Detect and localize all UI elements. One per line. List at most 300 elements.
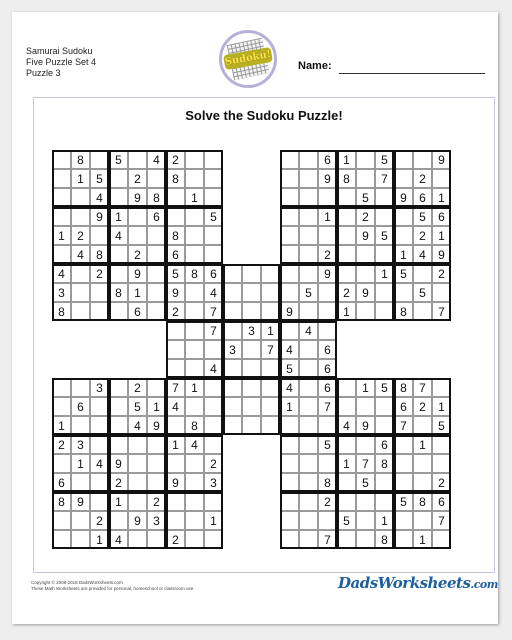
sudoku-cell[interactable] bbox=[90, 416, 109, 435]
sudoku-cell[interactable] bbox=[109, 435, 128, 454]
sudoku-cell[interactable]: 4 bbox=[147, 150, 166, 169]
sudoku-cell[interactable] bbox=[166, 359, 185, 378]
sudoku-cell[interactable]: 2 bbox=[318, 245, 337, 264]
sudoku-cell[interactable]: 3 bbox=[52, 283, 71, 302]
sudoku-cell[interactable]: 9 bbox=[356, 283, 375, 302]
sudoku-cell[interactable]: 9 bbox=[128, 264, 147, 283]
sudoku-cell[interactable] bbox=[299, 378, 318, 397]
sudoku-cell[interactable] bbox=[147, 283, 166, 302]
sudoku-cell[interactable]: 8 bbox=[394, 378, 413, 397]
sudoku-cell[interactable] bbox=[204, 397, 223, 416]
sudoku-cell[interactable] bbox=[185, 492, 204, 511]
sudoku-cell[interactable]: 7 bbox=[204, 302, 223, 321]
sudoku-cell[interactable]: 4 bbox=[90, 188, 109, 207]
sudoku-cell[interactable]: 6 bbox=[128, 302, 147, 321]
sudoku-cell[interactable]: 4 bbox=[280, 340, 299, 359]
sudoku-cell[interactable] bbox=[375, 397, 394, 416]
sudoku-cell[interactable]: 5 bbox=[413, 283, 432, 302]
sudoku-cell[interactable]: 1 bbox=[337, 302, 356, 321]
sudoku-cell[interactable] bbox=[280, 169, 299, 188]
sudoku-cell[interactable] bbox=[299, 245, 318, 264]
sudoku-cell[interactable] bbox=[318, 188, 337, 207]
sudoku-cell[interactable]: 2 bbox=[166, 302, 185, 321]
sudoku-cell[interactable] bbox=[356, 492, 375, 511]
sudoku-cell[interactable]: 4 bbox=[280, 378, 299, 397]
sudoku-cell[interactable]: 4 bbox=[166, 397, 185, 416]
sudoku-cell[interactable] bbox=[128, 454, 147, 473]
sudoku-cell[interactable]: 4 bbox=[128, 416, 147, 435]
sudoku-cell[interactable]: 2 bbox=[147, 492, 166, 511]
sudoku-cell[interactable]: 1 bbox=[147, 397, 166, 416]
sudoku-cell[interactable] bbox=[356, 511, 375, 530]
sudoku-cell[interactable] bbox=[52, 188, 71, 207]
sudoku-cell[interactable]: 2 bbox=[166, 150, 185, 169]
sudoku-cell[interactable]: 2 bbox=[432, 264, 451, 283]
sudoku-cell[interactable] bbox=[147, 245, 166, 264]
sudoku-cell[interactable] bbox=[337, 245, 356, 264]
sudoku-cell[interactable]: 8 bbox=[318, 473, 337, 492]
sudoku-cell[interactable]: 8 bbox=[185, 264, 204, 283]
sudoku-cell[interactable] bbox=[166, 454, 185, 473]
sudoku-cell[interactable] bbox=[52, 530, 71, 549]
sudoku-cell[interactable]: 9 bbox=[356, 416, 375, 435]
sudoku-cell[interactable] bbox=[71, 416, 90, 435]
sudoku-cell[interactable] bbox=[356, 245, 375, 264]
sudoku-cell[interactable] bbox=[318, 454, 337, 473]
sudoku-cell[interactable]: 9 bbox=[432, 245, 451, 264]
sudoku-cell[interactable]: 9 bbox=[90, 207, 109, 226]
sudoku-cell[interactable]: 5 bbox=[413, 207, 432, 226]
sudoku-cell[interactable] bbox=[337, 435, 356, 454]
sudoku-cell[interactable]: 1 bbox=[109, 207, 128, 226]
sudoku-cell[interactable] bbox=[413, 511, 432, 530]
sudoku-cell[interactable] bbox=[375, 302, 394, 321]
sudoku-cell[interactable]: 2 bbox=[71, 226, 90, 245]
sudoku-cell[interactable] bbox=[128, 207, 147, 226]
sudoku-cell[interactable]: 2 bbox=[204, 454, 223, 473]
sudoku-cell[interactable]: 2 bbox=[128, 245, 147, 264]
sudoku-cell[interactable] bbox=[128, 473, 147, 492]
sudoku-cell[interactable] bbox=[204, 169, 223, 188]
sudoku-cell[interactable] bbox=[337, 264, 356, 283]
sudoku-cell[interactable]: 1 bbox=[432, 397, 451, 416]
sudoku-cell[interactable]: 7 bbox=[356, 454, 375, 473]
sudoku-cell[interactable] bbox=[52, 511, 71, 530]
sudoku-cell[interactable]: 7 bbox=[375, 169, 394, 188]
sudoku-cell[interactable] bbox=[299, 492, 318, 511]
sudoku-cell[interactable] bbox=[128, 150, 147, 169]
sudoku-cell[interactable]: 4 bbox=[71, 245, 90, 264]
sudoku-cell[interactable] bbox=[375, 416, 394, 435]
sudoku-cell[interactable]: 1 bbox=[337, 454, 356, 473]
sudoku-cell[interactable]: 1 bbox=[166, 435, 185, 454]
sudoku-cell[interactable] bbox=[280, 150, 299, 169]
sudoku-cell[interactable] bbox=[166, 511, 185, 530]
sudoku-cell[interactable] bbox=[147, 169, 166, 188]
sudoku-cell[interactable]: 9 bbox=[147, 416, 166, 435]
sudoku-cell[interactable] bbox=[90, 435, 109, 454]
sudoku-cell[interactable] bbox=[223, 283, 242, 302]
sudoku-cell[interactable] bbox=[299, 530, 318, 549]
sudoku-cell[interactable] bbox=[432, 530, 451, 549]
sudoku-cell[interactable] bbox=[185, 207, 204, 226]
sudoku-cell[interactable] bbox=[299, 416, 318, 435]
sudoku-cell[interactable]: 5 bbox=[375, 378, 394, 397]
sudoku-cell[interactable] bbox=[337, 492, 356, 511]
sudoku-cell[interactable] bbox=[356, 150, 375, 169]
sudoku-cell[interactable]: 5 bbox=[337, 511, 356, 530]
sudoku-cell[interactable]: 7 bbox=[432, 511, 451, 530]
sudoku-cell[interactable]: 2 bbox=[318, 492, 337, 511]
sudoku-cell[interactable] bbox=[128, 226, 147, 245]
sudoku-cell[interactable] bbox=[52, 397, 71, 416]
sudoku-cell[interactable] bbox=[299, 454, 318, 473]
sudoku-cell[interactable] bbox=[242, 359, 261, 378]
sudoku-cell[interactable]: 7 bbox=[318, 397, 337, 416]
sudoku-cell[interactable] bbox=[337, 473, 356, 492]
sudoku-cell[interactable]: 5 bbox=[166, 264, 185, 283]
sudoku-cell[interactable] bbox=[432, 435, 451, 454]
sudoku-cell[interactable]: 2 bbox=[128, 378, 147, 397]
sudoku-cell[interactable] bbox=[109, 378, 128, 397]
sudoku-cell[interactable] bbox=[432, 169, 451, 188]
sudoku-cell[interactable] bbox=[204, 340, 223, 359]
sudoku-cell[interactable] bbox=[109, 511, 128, 530]
sudoku-cell[interactable] bbox=[147, 473, 166, 492]
sudoku-cell[interactable]: 1 bbox=[413, 435, 432, 454]
sudoku-cell[interactable] bbox=[299, 340, 318, 359]
sudoku-cell[interactable]: 7 bbox=[432, 302, 451, 321]
sudoku-cell[interactable] bbox=[375, 188, 394, 207]
sudoku-cell[interactable]: 8 bbox=[337, 169, 356, 188]
sudoku-cell[interactable]: 6 bbox=[375, 435, 394, 454]
sudoku-cell[interactable] bbox=[185, 359, 204, 378]
sudoku-cell[interactable] bbox=[242, 378, 261, 397]
sudoku-cell[interactable] bbox=[337, 530, 356, 549]
sudoku-cell[interactable]: 2 bbox=[413, 226, 432, 245]
sudoku-cell[interactable] bbox=[223, 378, 242, 397]
sudoku-cell[interactable] bbox=[90, 283, 109, 302]
sudoku-cell[interactable] bbox=[261, 359, 280, 378]
sudoku-cell[interactable] bbox=[394, 169, 413, 188]
sudoku-cell[interactable] bbox=[109, 302, 128, 321]
sudoku-cell[interactable]: 2 bbox=[166, 530, 185, 549]
sudoku-cell[interactable]: 6 bbox=[413, 188, 432, 207]
sudoku-cell[interactable]: 1 bbox=[432, 188, 451, 207]
sudoku-cell[interactable]: 1 bbox=[432, 226, 451, 245]
sudoku-cell[interactable] bbox=[204, 245, 223, 264]
sudoku-cell[interactable]: 2 bbox=[337, 283, 356, 302]
sudoku-cell[interactable] bbox=[375, 283, 394, 302]
sudoku-cell[interactable]: 1 bbox=[71, 454, 90, 473]
sudoku-cell[interactable] bbox=[128, 530, 147, 549]
sudoku-cell[interactable]: 8 bbox=[375, 530, 394, 549]
sudoku-cell[interactable] bbox=[109, 264, 128, 283]
sudoku-cell[interactable] bbox=[166, 207, 185, 226]
sudoku-cell[interactable]: 4 bbox=[185, 435, 204, 454]
sudoku-cell[interactable] bbox=[204, 188, 223, 207]
sudoku-cell[interactable]: 9 bbox=[394, 188, 413, 207]
sudoku-cell[interactable] bbox=[166, 416, 185, 435]
sudoku-cell[interactable] bbox=[432, 283, 451, 302]
sudoku-cell[interactable]: 6 bbox=[318, 378, 337, 397]
sudoku-cell[interactable] bbox=[280, 264, 299, 283]
sudoku-cell[interactable] bbox=[299, 511, 318, 530]
sudoku-cell[interactable] bbox=[223, 321, 242, 340]
sudoku-cell[interactable]: 6 bbox=[318, 150, 337, 169]
sudoku-cell[interactable] bbox=[280, 245, 299, 264]
sudoku-cell[interactable]: 2 bbox=[356, 207, 375, 226]
sudoku-cell[interactable] bbox=[52, 169, 71, 188]
sudoku-cell[interactable] bbox=[242, 264, 261, 283]
sudoku-cell[interactable]: 5 bbox=[394, 492, 413, 511]
sudoku-cell[interactable]: 4 bbox=[109, 530, 128, 549]
sudoku-cell[interactable] bbox=[394, 435, 413, 454]
sudoku-cell[interactable]: 9 bbox=[318, 169, 337, 188]
sudoku-cell[interactable]: 1 bbox=[375, 511, 394, 530]
sudoku-cell[interactable]: 8 bbox=[109, 283, 128, 302]
sudoku-cell[interactable] bbox=[375, 492, 394, 511]
sudoku-cell[interactable]: 8 bbox=[166, 226, 185, 245]
sudoku-cell[interactable] bbox=[318, 226, 337, 245]
sudoku-cell[interactable] bbox=[337, 188, 356, 207]
sudoku-cell[interactable] bbox=[356, 530, 375, 549]
sudoku-cell[interactable] bbox=[413, 416, 432, 435]
sudoku-cell[interactable] bbox=[280, 511, 299, 530]
sudoku-cell[interactable] bbox=[413, 302, 432, 321]
sudoku-cell[interactable] bbox=[432, 454, 451, 473]
sudoku-cell[interactable]: 7 bbox=[204, 321, 223, 340]
sudoku-cell[interactable]: 2 bbox=[90, 511, 109, 530]
sudoku-cell[interactable] bbox=[318, 283, 337, 302]
sudoku-cell[interactable] bbox=[413, 150, 432, 169]
sudoku-cell[interactable]: 8 bbox=[166, 169, 185, 188]
sudoku-cell[interactable]: 6 bbox=[432, 492, 451, 511]
sudoku-cell[interactable] bbox=[109, 188, 128, 207]
sudoku-cell[interactable] bbox=[90, 226, 109, 245]
sudoku-cell[interactable]: 4 bbox=[90, 454, 109, 473]
sudoku-cell[interactable]: 5 bbox=[318, 435, 337, 454]
sudoku-cell[interactable] bbox=[432, 378, 451, 397]
sudoku-cell[interactable] bbox=[299, 188, 318, 207]
sudoku-cell[interactable]: 8 bbox=[52, 492, 71, 511]
sudoku-cell[interactable]: 6 bbox=[318, 340, 337, 359]
sudoku-cell[interactable]: 8 bbox=[147, 188, 166, 207]
sudoku-cell[interactable] bbox=[318, 302, 337, 321]
sudoku-cell[interactable] bbox=[185, 397, 204, 416]
sudoku-cell[interactable] bbox=[375, 245, 394, 264]
sudoku-cell[interactable]: 9 bbox=[432, 150, 451, 169]
sudoku-cell[interactable]: 1 bbox=[109, 492, 128, 511]
sudoku-cell[interactable]: 1 bbox=[128, 283, 147, 302]
sudoku-cell[interactable] bbox=[52, 378, 71, 397]
sudoku-cell[interactable] bbox=[318, 321, 337, 340]
sudoku-cell[interactable]: 8 bbox=[90, 245, 109, 264]
sudoku-cell[interactable]: 3 bbox=[204, 473, 223, 492]
sudoku-cell[interactable] bbox=[90, 302, 109, 321]
sudoku-cell[interactable] bbox=[204, 150, 223, 169]
sudoku-cell[interactable] bbox=[242, 302, 261, 321]
sudoku-cell[interactable] bbox=[223, 416, 242, 435]
sudoku-cell[interactable]: 5 bbox=[204, 207, 223, 226]
sudoku-cell[interactable] bbox=[242, 340, 261, 359]
sudoku-cell[interactable]: 4 bbox=[109, 226, 128, 245]
sudoku-cell[interactable] bbox=[280, 416, 299, 435]
sudoku-cell[interactable] bbox=[356, 435, 375, 454]
sudoku-cell[interactable]: 4 bbox=[337, 416, 356, 435]
sudoku-cell[interactable] bbox=[204, 435, 223, 454]
sudoku-cell[interactable] bbox=[280, 321, 299, 340]
sudoku-cell[interactable]: 9 bbox=[356, 226, 375, 245]
sudoku-cell[interactable]: 4 bbox=[413, 245, 432, 264]
sudoku-cell[interactable]: 4 bbox=[204, 283, 223, 302]
sudoku-cell[interactable] bbox=[185, 530, 204, 549]
sudoku-cell[interactable] bbox=[280, 454, 299, 473]
sudoku-cell[interactable] bbox=[413, 473, 432, 492]
sudoku-cell[interactable] bbox=[375, 473, 394, 492]
sudoku-cell[interactable] bbox=[166, 321, 185, 340]
sudoku-cell[interactable]: 1 bbox=[185, 378, 204, 397]
sudoku-cell[interactable]: 1 bbox=[185, 188, 204, 207]
sudoku-cell[interactable]: 4 bbox=[299, 321, 318, 340]
sudoku-cell[interactable]: 5 bbox=[375, 226, 394, 245]
sudoku-cell[interactable]: 2 bbox=[432, 473, 451, 492]
sudoku-cell[interactable] bbox=[261, 283, 280, 302]
sudoku-cell[interactable] bbox=[52, 150, 71, 169]
sudoku-cell[interactable] bbox=[185, 473, 204, 492]
sudoku-cell[interactable]: 8 bbox=[185, 416, 204, 435]
sudoku-cell[interactable] bbox=[375, 207, 394, 226]
sudoku-cell[interactable]: 4 bbox=[204, 359, 223, 378]
sudoku-cell[interactable] bbox=[90, 492, 109, 511]
sudoku-cell[interactable] bbox=[299, 359, 318, 378]
sudoku-cell[interactable]: 8 bbox=[394, 302, 413, 321]
sudoku-cell[interactable]: 5 bbox=[394, 264, 413, 283]
sudoku-cell[interactable]: 7 bbox=[394, 416, 413, 435]
sudoku-cell[interactable] bbox=[204, 492, 223, 511]
sudoku-cell[interactable]: 5 bbox=[90, 169, 109, 188]
sudoku-cell[interactable] bbox=[223, 397, 242, 416]
sudoku-cell[interactable]: 1 bbox=[261, 321, 280, 340]
sudoku-cell[interactable] bbox=[280, 473, 299, 492]
sudoku-cell[interactable] bbox=[109, 416, 128, 435]
sudoku-cell[interactable]: 6 bbox=[71, 397, 90, 416]
sudoku-cell[interactable] bbox=[71, 207, 90, 226]
sudoku-cell[interactable]: 5 bbox=[128, 397, 147, 416]
sudoku-cell[interactable] bbox=[52, 454, 71, 473]
sudoku-cell[interactable] bbox=[71, 302, 90, 321]
sudoku-cell[interactable] bbox=[394, 530, 413, 549]
sudoku-cell[interactable]: 6 bbox=[318, 359, 337, 378]
sudoku-cell[interactable] bbox=[109, 245, 128, 264]
sudoku-cell[interactable] bbox=[299, 435, 318, 454]
sudoku-cell[interactable] bbox=[204, 530, 223, 549]
sudoku-cell[interactable] bbox=[71, 511, 90, 530]
sudoku-cell[interactable] bbox=[337, 397, 356, 416]
sudoku-cell[interactable] bbox=[337, 207, 356, 226]
sudoku-cell[interactable] bbox=[394, 473, 413, 492]
sudoku-cell[interactable] bbox=[356, 264, 375, 283]
sudoku-cell[interactable] bbox=[337, 378, 356, 397]
sudoku-cell[interactable] bbox=[71, 264, 90, 283]
sudoku-cell[interactable] bbox=[261, 378, 280, 397]
sudoku-cell[interactable]: 6 bbox=[147, 207, 166, 226]
sudoku-cell[interactable] bbox=[318, 416, 337, 435]
sudoku-cell[interactable]: 5 bbox=[356, 473, 375, 492]
sudoku-cell[interactable] bbox=[185, 511, 204, 530]
sudoku-cell[interactable]: 1 bbox=[413, 530, 432, 549]
sudoku-cell[interactable]: 1 bbox=[337, 150, 356, 169]
sudoku-cell[interactable]: 1 bbox=[356, 378, 375, 397]
sudoku-cell[interactable]: 9 bbox=[280, 302, 299, 321]
sudoku-cell[interactable] bbox=[223, 302, 242, 321]
sudoku-cell[interactable]: 3 bbox=[71, 435, 90, 454]
sudoku-cell[interactable]: 1 bbox=[90, 530, 109, 549]
sudoku-cell[interactable] bbox=[394, 150, 413, 169]
sudoku-cell[interactable] bbox=[394, 207, 413, 226]
sudoku-cell[interactable]: 8 bbox=[413, 492, 432, 511]
sudoku-cell[interactable] bbox=[394, 283, 413, 302]
sudoku-cell[interactable] bbox=[109, 169, 128, 188]
sudoku-cell[interactable]: 8 bbox=[71, 150, 90, 169]
sudoku-cell[interactable] bbox=[356, 169, 375, 188]
sudoku-cell[interactable]: 7 bbox=[261, 340, 280, 359]
sudoku-cell[interactable]: 7 bbox=[318, 530, 337, 549]
sudoku-cell[interactable]: 9 bbox=[318, 264, 337, 283]
sudoku-cell[interactable] bbox=[166, 340, 185, 359]
sudoku-cell[interactable] bbox=[185, 340, 204, 359]
sudoku-cell[interactable] bbox=[413, 454, 432, 473]
sudoku-cell[interactable] bbox=[299, 169, 318, 188]
sudoku-cell[interactable]: 2 bbox=[128, 169, 147, 188]
sudoku-cell[interactable]: 5 bbox=[375, 150, 394, 169]
sudoku-cell[interactable] bbox=[90, 150, 109, 169]
sudoku-cell[interactable] bbox=[204, 378, 223, 397]
sudoku-cell[interactable]: 1 bbox=[52, 226, 71, 245]
sudoku-cell[interactable] bbox=[394, 511, 413, 530]
sudoku-cell[interactable]: 3 bbox=[242, 321, 261, 340]
sudoku-cell[interactable] bbox=[280, 530, 299, 549]
sudoku-cell[interactable] bbox=[71, 378, 90, 397]
sudoku-cell[interactable]: 6 bbox=[166, 245, 185, 264]
sudoku-cell[interactable] bbox=[147, 435, 166, 454]
sudoku-cell[interactable] bbox=[185, 226, 204, 245]
sudoku-cell[interactable] bbox=[356, 302, 375, 321]
sudoku-cell[interactable] bbox=[166, 492, 185, 511]
sudoku-cell[interactable] bbox=[52, 245, 71, 264]
sudoku-cell[interactable]: 7 bbox=[413, 378, 432, 397]
sudoku-cell[interactable] bbox=[280, 283, 299, 302]
sudoku-cell[interactable] bbox=[261, 264, 280, 283]
sudoku-cell[interactable]: 9 bbox=[128, 511, 147, 530]
sudoku-cell[interactable]: 2 bbox=[413, 397, 432, 416]
sudoku-cell[interactable] bbox=[413, 264, 432, 283]
name-line[interactable] bbox=[339, 73, 485, 74]
sudoku-cell[interactable] bbox=[318, 511, 337, 530]
sudoku-cell[interactable]: 9 bbox=[166, 283, 185, 302]
sudoku-cell[interactable] bbox=[185, 150, 204, 169]
sudoku-cell[interactable] bbox=[223, 264, 242, 283]
sudoku-cell[interactable] bbox=[223, 359, 242, 378]
sudoku-cell[interactable] bbox=[394, 454, 413, 473]
sudoku-cell[interactable] bbox=[185, 321, 204, 340]
sudoku-cell[interactable] bbox=[242, 283, 261, 302]
sudoku-cell[interactable] bbox=[71, 473, 90, 492]
sudoku-cell[interactable] bbox=[71, 283, 90, 302]
sudoku-cell[interactable]: 2 bbox=[109, 473, 128, 492]
sudoku-cell[interactable] bbox=[109, 397, 128, 416]
sudoku-cell[interactable] bbox=[185, 454, 204, 473]
